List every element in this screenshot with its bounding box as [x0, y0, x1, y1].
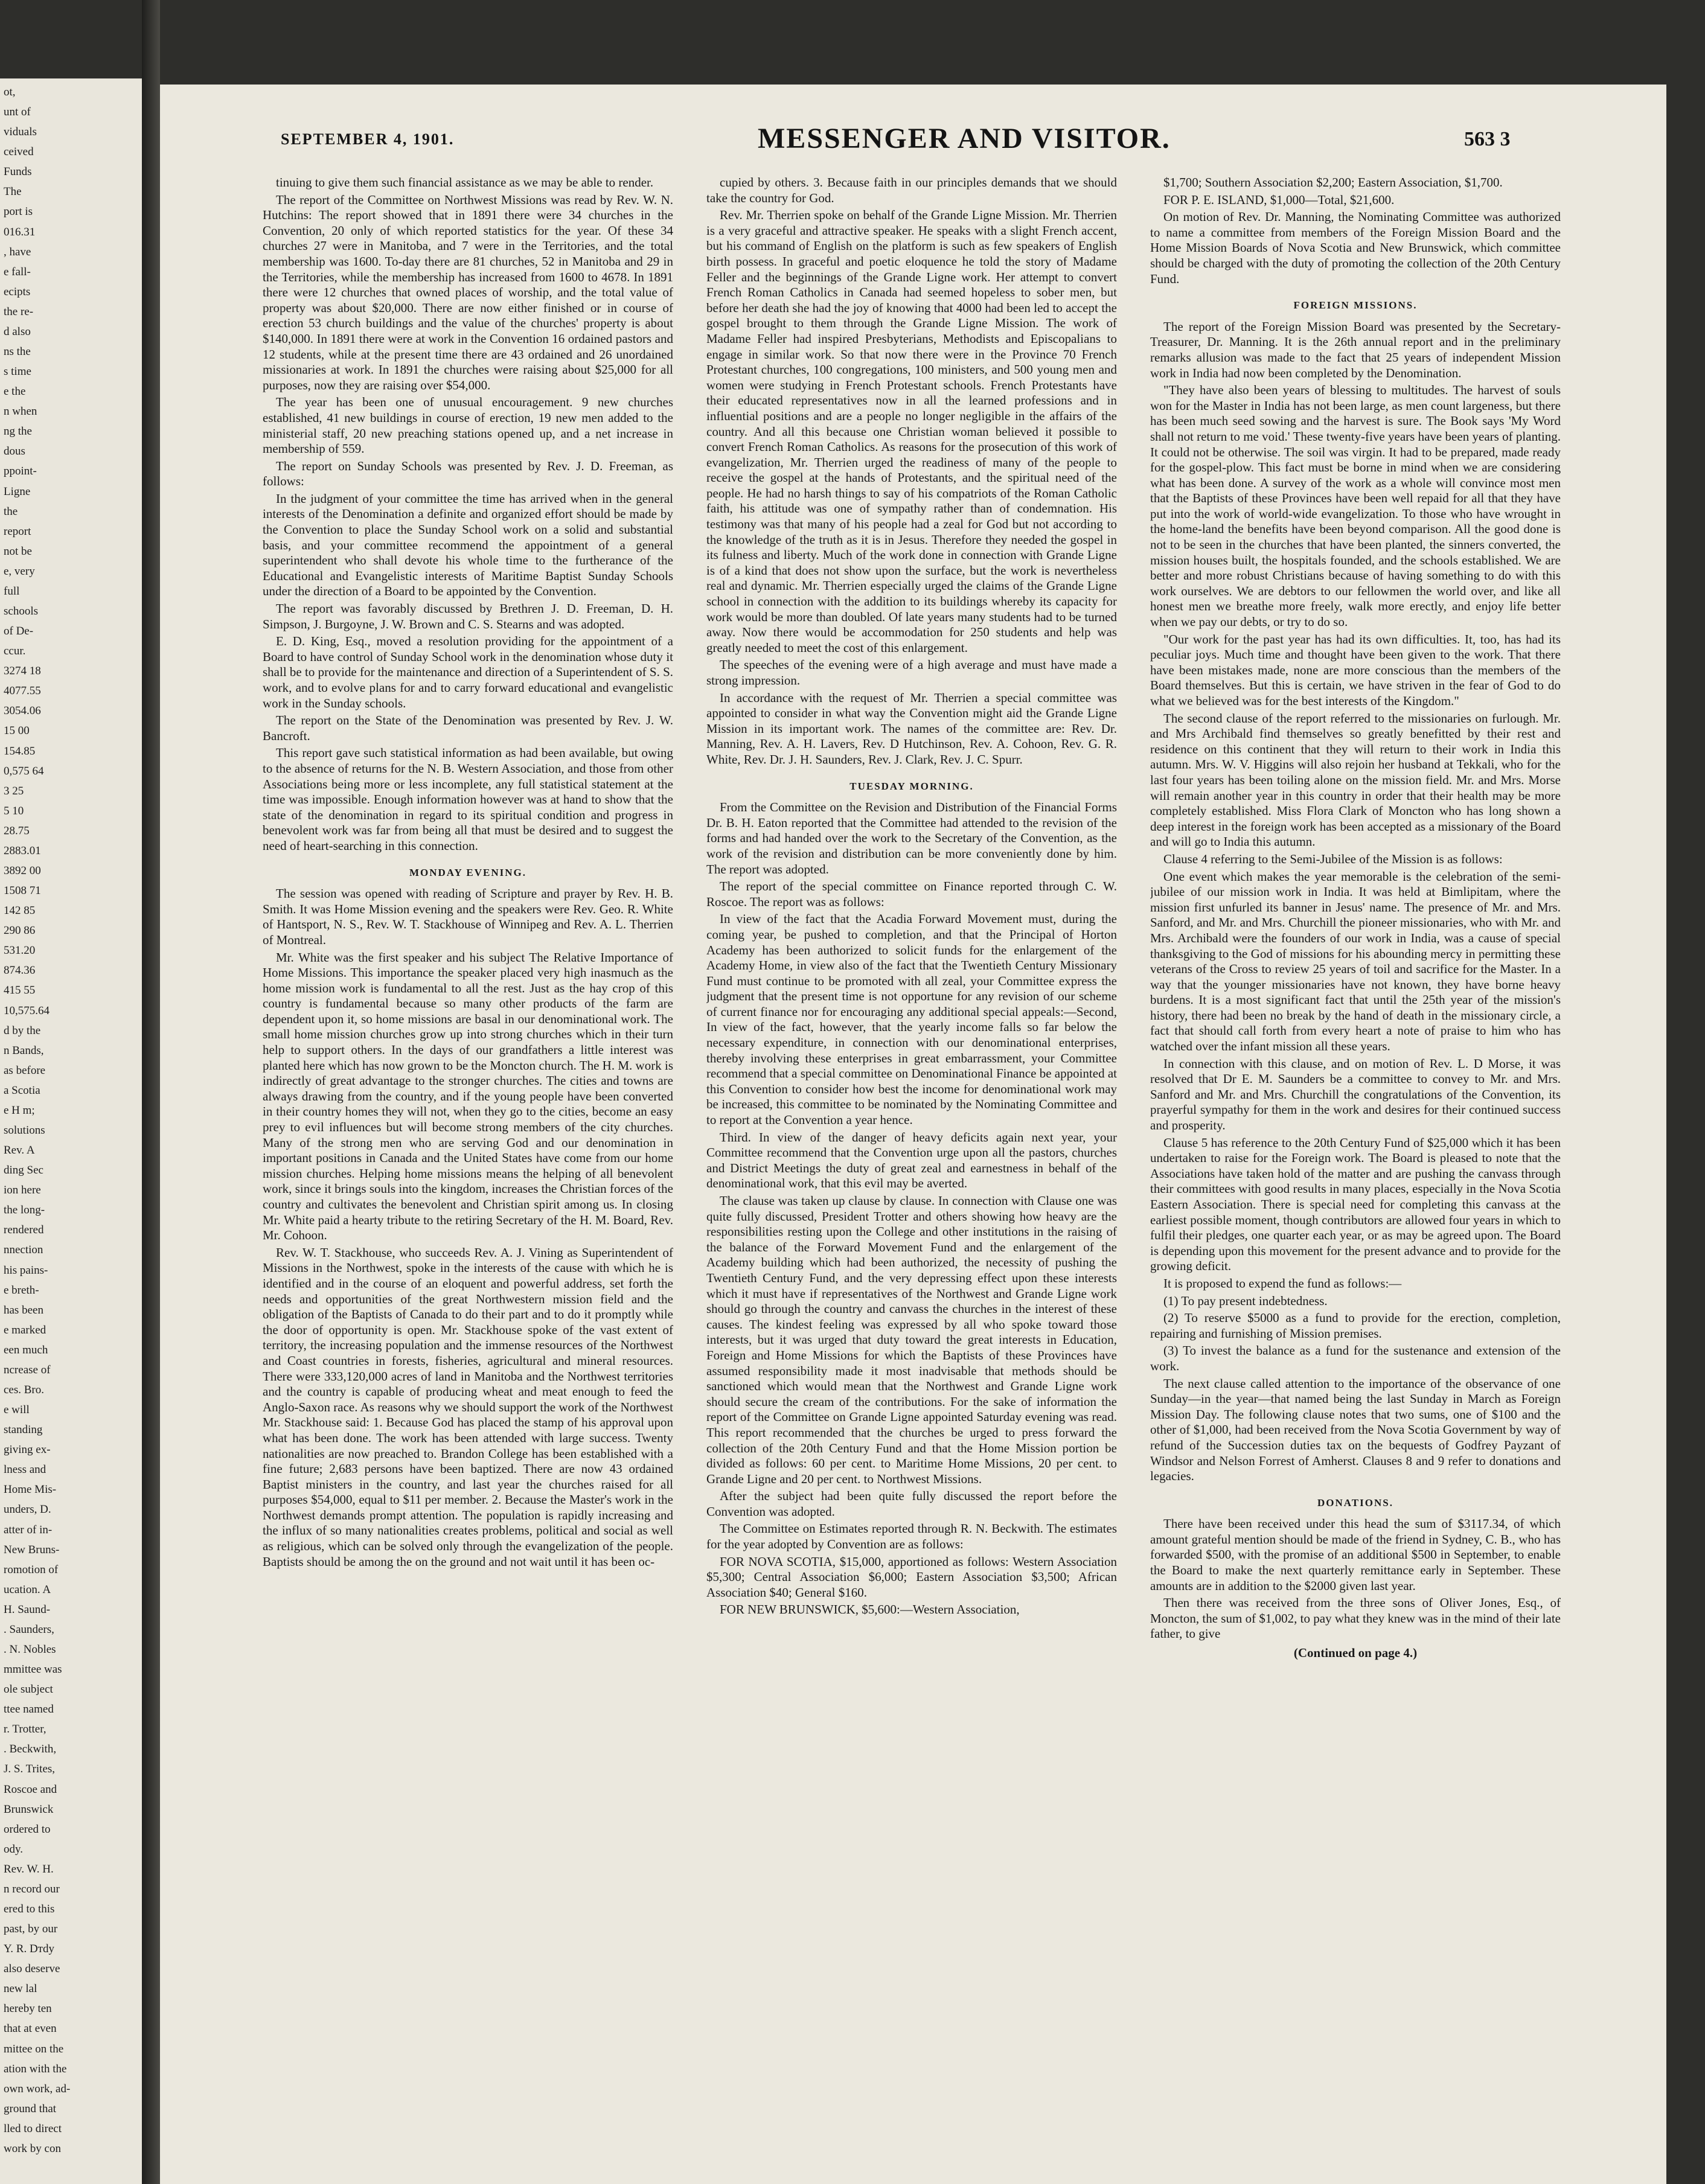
left-page-text-fragment: romotion of — [4, 1563, 59, 1576]
article-paragraph: The clause was taken up clause by clause. In connection with Clause one was quite fully discussed, President Trotter and others showing how heavy are the responsibilities resting upon the College and other institutions in the raising of the balance of the Forward Movement Fund and the enlargement of the Academy building which had been authorized, the necessity of pushing the Twentieth Century Fund, and the very depressing effect upon these interests which it must have if representatives of the Northwest and Grande Ligne work should go through the country and canvass the churches in the interest of these causes. The kindest feeling was expressed by all who spoke toward those interests, but it was urged that duty toward the great interests in Education, Foreign and Home Missions for which the Baptists of these Provinces have assumed responsibility made it most inadvisable that methods should be sanctioned which would mean that the Northwest and Grande Ligne work should secure the cream of the contributions. For the sake of information the report of the Committee on Grande Ligne appointed Saturday evening was read. This report recommended that the churches be urged to press forward the collection of the 20th Century Fund and that the Home Mission portion be divided as follows: 60 per cent. to Maritime Home Missions, 20 per cent. to Grande Ligne and 20 per cent. to Northwest Missions. — [706, 1193, 1117, 1486]
left-page-text-fragment: mittee on the — [4, 2043, 64, 2055]
left-page-text-fragment: lled to direct — [4, 2122, 62, 2135]
article-paragraph: FOR NOVA SCOTIA, $15,000, apportioned as follows: Western Association $5,300; Central Association $6,000; Eastern Association $3,500; African Association $40; General $160. — [706, 1554, 1117, 1600]
left-page-text-fragment: J. S. Trites, — [4, 1763, 56, 1775]
newspaper-page — [160, 85, 1666, 2184]
left-page-text-fragment: s time — [4, 365, 31, 378]
left-page-text-fragment: unt of — [4, 106, 31, 118]
article-paragraph: FOR NEW BRUNSWICK, $5,600:—Western Association, — [720, 1602, 1020, 1617]
article-paragraph: "They have also been years of blessing to multitudes. The harvest of souls won for the Master in India has not been large, as men count largeness, but there has been much seed sowing and the harvest is sure. The Book says 'My Word shall not return to me void.' These twenty-five years have been years of planting. It could not be otherwise. The soil was virgin. It had to be prepared, made ready for the gospel-plow. This fact must be borne in mind when we are considering what has been done. A survey of the work as a whole will convince most men that the Baptists of these Provinces have been well repaid for all that they have put into the work of world-wide evangelization. To those who have wrought in the home-land the benefits have been beyond comparison. All the good done is not to be seen in the churches that have been planted, the sinners converted, the mission houses built, the hospitals founded, and the schools established. We are better and more robust Christians because of having something to do with this work ourselves. We are debtors to our fellowmen the world over, and like all honest men we breathe more freely, walk more erectly, and enjoy life better when we pay our debts, or try to do so. — [1150, 383, 1561, 630]
left-page-text-fragment: ion here — [4, 1184, 41, 1196]
left-page-text-fragment: own work, ad- — [4, 2083, 71, 2095]
left-page-text-fragment: . Saunders, — [4, 1623, 54, 1636]
article-paragraph: Rev. Mr. Therrien spoke on behalf of the Grande Ligne Mission. Mr. Therrien is a very graceful and attractive speaker. He speaks with a slight French accent, but his command of English on the platform is such as few speakers of English birth possess. In graceful and poetic eloquence he told the story of Madame Feller and the beginnings of the Grande Ligne work. Her attempt to convert French Roman Catholics in Canada had seemed hopeless to sober men, but before her death she had the joy of knowing that 4000 had been led to accept the gospel brought to them through the Grande Ligne Mission. The work of Madame Feller had inspired Presbyterians, Methodists and Episcopalians to engage in similar work. So that now there were in the Province 70 French Protestant churches, 100 congregations, 100 ministers, and 500 young men and women were studying in French Protestant schools. French Protestants have their educated representatives now in all the learned professions and in influential positions and are a people no longer negligible in the affairs of the country. And all this because one Christian woman believed it possible to convert French Roman Catholics. As reasons for the prosecution of this work of evangelization, Mr. Therrien urged the readiness of many of the people to receive the gospel at the hands of Protestants, and the spiritual need of the people. He had no harsh things to say of his compatriots of the Roman Catholic faith, his attitude was one of sympathy rather than of condemnation. His testimony was that many of his people had a zeal for God but not according to the knowledge of the truth as it is in Jesus. Therefore they needed the gospel in its fulness and liberty. Much of the work done in connection with Grande Ligne is of a kind that does not show upon the surface, but the work is nevertheless real and dynamic. Mr. Therrien especially urged the claims of the Grande Ligne school in connection with the addition to its buildings whereby its capacity for work would be more than doubled. Of late years many students had to be turned away. Now there would be accommodation for 250 students and help was greatly needed to meet the cost of this enlargement. — [706, 208, 1117, 655]
left-page-text-fragment: 415 55 — [4, 984, 36, 997]
left-page-text-fragment: New Bruns- — [4, 1544, 60, 1556]
left-page-text-fragment: 874.36 — [4, 964, 36, 977]
article-paragraph: The session was opened with reading of Scripture and prayer by Rev. H. B. Smith. It was Home Mission evening and the speakers were Rev. Geo. R. White of Hantsport, N. S., Rev. W. T. Stackhouse of Winnipeg and Rev. A. L. Therrien of Montreal. — [263, 886, 673, 947]
left-page-text-fragment: ttee named — [4, 1703, 54, 1716]
left-page-text-fragment: ppoint- — [4, 465, 37, 477]
left-page-text-fragment: the — [4, 505, 18, 518]
article-paragraph: FOR P. E. ISLAND, $1,000—Total, $21,600. — [1163, 192, 1395, 207]
article-paragraph: (3) To invest the balance as a fund for the sustenance and extension of the work. — [1150, 1343, 1561, 1373]
left-page-text-fragment: 2883.01 — [4, 845, 41, 857]
left-page-text-fragment: d also — [4, 325, 31, 338]
article-paragraph: In connection with this clause, and on motion of Rev. L. D Morse, it was resolved that Dr E. M. Saunders be a committee to convey to Mr. and Mrs. Sanford and Mr. and Mrs. Churchill the congratulations of the Convention, its prayerful sympathy for them in the work and desires for their continued success and prosperity. — [1150, 1056, 1561, 1133]
left-page-text-fragment: ecipts — [4, 286, 31, 298]
left-page-text-fragment: lness and — [4, 1463, 46, 1476]
article-paragraph: tinuing to give them such financial assistance as we may be able to render. — [276, 175, 654, 190]
left-page-text-fragment: n Bands, — [4, 1044, 44, 1057]
left-page-text-fragment: Y. R. Dтdy — [4, 1943, 54, 1955]
left-page-text-fragment: 15 00 — [4, 724, 30, 737]
left-page-text-fragment: ns the — [4, 345, 31, 358]
left-page-text-fragment: the long- — [4, 1204, 45, 1216]
article-paragraph: $1,700; Southern Association $2,200; Eastern Association, $1,700. — [1163, 175, 1503, 190]
article-paragraph: Rev. W. T. Stackhouse, who succeeds Rev. A. J. Vining as Superintendent of Missions in the Northwest, spoke in the interests of the cause with which he is identified and in the course of an eloquent and powerful address, set forth the needs and opportunities of the great Northwestern mission field and the obligation of the Baptists of Canada to do their part and to do it promptly while the door of opportunity is open. Mr. Stackhouse spoke of the vast extent of territory, the increasing population and the immense resources of the Northwest and Coast countries in forests, fisheries, agricultural and mineral resources. There were 333,120,000 acres of land in Manitoba and the Northwest territories and the country is capable of producing wheat and meat enough to feed the Anglo-Saxon race. As reasons why we should support the work of the Northwest Mr. Stackhouse said: 1. Because God has placed the stamp of his approval upon what has been done. The work has been attended with large success. Twenty nationalities are now preached to. Brandon College has been established with a fine future; 2,683 persons have been baptized. There are now 43 ordained Baptist ministers in the country, and last year the churches raised for all purposes $54,000, equal to $11 per member. 2. Because the Master's work in the Northwest demands prompt attention. The population is rapidly increasing and the influx of so many nationalities creates problems, political and social as well as religious, which can be solved only through the evangelization of the people. Baptists should be among the on the ground and not wait until it has been oc- — [263, 1245, 673, 1569]
left-page-text-fragment: ody. — [4, 1843, 24, 1856]
left-page-text-fragment: 016.31 — [4, 226, 36, 238]
left-page-text-fragment: ucation. A — [4, 1583, 51, 1596]
left-page-text-fragment: een much — [4, 1344, 48, 1356]
left-page-text-fragment: ceived — [4, 145, 34, 158]
left-page-text-fragment: that at even — [4, 2022, 57, 2035]
article-paragraph: The report of the special committee on Finance reported through C. W. Roscoe. The report was as follows: — [706, 879, 1117, 909]
left-page-text-fragment: Rev. W. H. — [4, 1863, 54, 1876]
left-page-text-fragment: rendered — [4, 1224, 44, 1236]
left-page-text-fragment: e marked — [4, 1324, 46, 1336]
issue-date: SEPTEMBER 4, 1901. — [281, 130, 455, 148]
left-page-text-fragment: ered to this — [4, 1903, 55, 1915]
article-paragraph: Mr. White was the first speaker and his subject The Relative Importance of Home Missions. This importance the speaker placed very high inasmuch as the home mission work is fundamental to all the rest. Just as the hay crop of this country is fundamental because so many other products of the farm are dependent upon it, so home missions are basal in our denominational work. The small home mission churches grow up into strong churches which in their turn help to support others. In the days of our grandfathers a little interest was planted here which has now grown to be the Moncton church. The H. M. work is indirectly of great advantage to the stronger churches. The cities and towns are always drawing from the country, and if the young people have been converted in their country homes they will not, when they go to the cities, become an easy prey to evil influences but will become strong members of the city churches. Many of the strong men who are serving God and our denomination in important positions in Canada and the United States have come from our home mission churches. Helping home missions means the helping of all benevolent work, since it brings souls into the kingdom, increases the Christian forces of the country and cultivates the benevolent and Christian spirit among us. In closing Mr. White paid a hearty tribute to the retiring Secretary of the H. M. Board, Rev. Mr. Cohoon. — [263, 950, 673, 1243]
article-paragraph: The report on Sunday Schools was presented by Rev. J. D. Freeman, as follows: — [263, 458, 673, 489]
left-page-text-fragment: ces. Bro. — [4, 1384, 45, 1396]
left-page-text-fragment: unders, D. — [4, 1503, 51, 1516]
article-paragraph: cupied by others. 3. Because faith in our principles demands that we should take the country for God. — [706, 175, 1117, 205]
left-page-text-fragment: his pains- — [4, 1264, 48, 1277]
left-page-text-fragment: ole subject — [4, 1683, 53, 1696]
article-paragraph: The report of the Committee on Northwest Missions was read by Rev. W. N. Hutchins: The report showed that in 1891 there were 34 churches in the Convention, 20 only of which reported statistics for the year. Of these 34 churches 27 were in Manitoba, and 7 were in the Territories, and the total membership was 1600. To-day there are 81 churches, 52 in Manitoba and 29 in the Territories, while the membership has increased from 1600 to 4678. In 1891 there were 12 churches that owned places of worship, and the total value of property was about $20,000. There are now either finished or in course of erection 53 church buildings and the value of the churches' property is about $140,000. In 1891 there were at work in the Convention 16 ordained pastors and 12 students, while at the present time there are 43 ordained and 26 unordained missionaries at work. In 1891 the churches were raising about $25,000 for all purposes, now they are raising over $54,000. — [263, 192, 673, 392]
left-page-text-fragment: hereby ten — [4, 2002, 52, 2015]
left-page-text-fragment: port is — [4, 205, 33, 218]
left-page-text-fragment: 142 85 — [4, 904, 36, 917]
article-paragraph: Clause 5 has reference to the 20th Century Fund of $25,000 which it has been undertaken to raise for the Foreign work. The Board is pleased to note that the Associations have taken hold of the matter and are pushing the canvass through their committees with good results in many places, especially in the Nova Scotia Eastern Association. There is special need for completing this canvass at the earliest possible moment, though contributors are allowed four years in which to fulfil their pledges, one quarter each year, or as may be agreed upon. The Board is depending upon this movement for the present advance and to provide for the growing deficit. — [1150, 1135, 1561, 1274]
left-page-text-fragment: Funds — [4, 165, 32, 178]
left-page-text-fragment: , have — [4, 246, 31, 258]
left-page-text-fragment: solutions — [4, 1124, 45, 1137]
left-page-text-fragment: a Scotia — [4, 1084, 40, 1097]
left-page-text-fragment: 10,575.64 — [4, 1004, 50, 1017]
left-page-text-fragment: 290 86 — [4, 924, 36, 937]
left-page-text-fragment: standing — [4, 1423, 43, 1436]
section-heading: MONDAY EVENING. — [409, 866, 527, 878]
masthead: MESSENGER AND VISITOR. — [758, 123, 1171, 155]
left-page-text-fragment: also deserve — [4, 1962, 60, 1975]
article-paragraph: There have been received under this head the sum of $3117.34, of which amount grateful mention should be made of the friend in Sydney, C. B., who has forwarded $500, with the promise of an additional $500 in September, to enable the Board to make the next quarterly remittance early in September. These amounts are in addition to the $2000 given last year. — [1150, 1516, 1561, 1593]
left-page-text-fragment: ground that — [4, 2103, 57, 2115]
left-page-text-fragment: e breth- — [4, 1284, 39, 1297]
left-page-text-fragment: of De- — [4, 625, 34, 637]
left-page-text-fragment: 3054.06 — [4, 704, 41, 717]
article-paragraph: Clause 4 referring to the Semi-Jubilee of the Mission is as follows: — [1163, 851, 1503, 866]
left-page-text-fragment: Ligne — [4, 485, 31, 498]
left-page-text-fragment: 3892 00 — [4, 864, 41, 877]
article-paragraph: It is proposed to expend the fund as follows:— — [1163, 1276, 1402, 1291]
left-page-text-fragment: n when — [4, 405, 37, 418]
article-paragraph: Then there was received from the three sons of Oliver Jones, Esq., of Moncton, the sum of $1,002, to pay what they knew was in the mind of their late father, to give — [1150, 1595, 1561, 1641]
left-page-text-fragment: new lal — [4, 1982, 37, 1995]
left-page-text-fragment: dous — [4, 445, 25, 458]
article-paragraph: Third. In view of the danger of heavy deficits again next year, your Committee recommend that the Convention urge upon all the pastors, churches and District Meetings the duty of great zeal and earnestness in behalf of the denominational work, that this evil may be averted. — [706, 1129, 1117, 1191]
column-3 — [1150, 175, 1561, 2119]
page-number: 563 3 — [1464, 128, 1511, 150]
article-paragraph: This report gave such statistical information as had been available, but owing to the absence of returns for the N. B. Western Association, and those from other Associations being more or less incomplete, any full statistical statement at the time was impossible. Enough information however was at hand to show that the state of the denomination in regard to its spiritual condition and progress in benevolent work was far from being all that must be desired and to suggest the need of heart-searching in this connection. — [263, 746, 673, 853]
book-gutter — [142, 0, 160, 2184]
column-2 — [706, 175, 1117, 2119]
article-paragraph: The report of the Foreign Mission Board was presented by the Secretary-Treasurer, Dr. Manning. It is the 26th annual report and in the preliminary remarks allusion was made to the fact that 25 years of independent Mission work in India had now been completed by the Denomination. — [1150, 319, 1561, 380]
article-paragraph: (1) To pay present indebtedness. — [1163, 1293, 1328, 1308]
left-page-text-fragment: nnection — [4, 1244, 43, 1256]
left-page-text-fragment: 1508 71 — [4, 884, 41, 897]
left-page-text-fragment: mmittee was — [4, 1663, 62, 1676]
left-page-text-fragment: full — [4, 585, 20, 598]
left-page-text-fragment: work by con — [4, 2142, 61, 2155]
left-page-text-fragment: ccur. — [4, 645, 26, 657]
section-heading: TUESDAY MORNING. — [849, 780, 974, 792]
article-paragraph: The speeches of the evening were of a high average and must have made a strong impression. — [706, 657, 1117, 688]
left-page-text-fragment: e fall- — [4, 266, 31, 278]
left-page-text-fragment: e will — [4, 1403, 30, 1416]
article-paragraph: E. D. King, Esq., moved a resolution providing for the appointment of a Board to have control of Sunday School work in the denomination whose duty it shall be to provide for the maintenance and direction of a Superintendent of S. S. work, and to evolve plans for and to carry forward educational and evangelistic work in the Sunday schools. — [263, 634, 673, 710]
left-page-text-fragment: 3274 18 — [4, 665, 41, 677]
article-paragraph: On motion of Rev. Dr. Manning, the Nominating Committee was authorized to name a committee from members of the Foreign Mission Board and the Home Mission Boards of Nova Scotia and New Brunswick, which committee should be charged with the duty of promoting the collection of the 20th Century Fund. — [1150, 209, 1561, 286]
left-page-text-fragment: 28.75 — [4, 825, 30, 837]
left-page-text-fragment: . N. Nobles — [4, 1643, 56, 1656]
left-page-text-fragment: report — [4, 525, 31, 538]
article-paragraph: The next clause called attention to the importance of the observance of one Sunday—in the year—that named being the last Sunday in March as Foreign Mission Day. The following clause notes that two sums, one of $100 and the other of $1,000, had been received from the Nova Scotia Government by way of refund of the Succession duties tax on the bequests of Godfrey Payzant of Windsor and Nelson Forrest of Amherst. Clauses 8 and 9 refer to donations and legacies. — [1150, 1376, 1561, 1484]
left-page-text-fragment: The — [4, 185, 22, 198]
left-page-text-fragment: H. Saund- — [4, 1603, 51, 1616]
left-page-text-fragment: e the — [4, 385, 26, 398]
left-page-text-fragment: d by the — [4, 1024, 41, 1037]
left-page-text-fragment: 0,575 64 — [4, 765, 44, 777]
left-page-text-fragment: has been — [4, 1304, 43, 1317]
article-paragraph: In accordance with the request of Mr. Therrien a special committee was appointed to consider in what way the Convention might aid the Grande Ligne Mission in its important work. The names of the committee are: Rev. Dr. Manning, Rev. A. H. Lavers, Rev. D Hutchinson, Rev. A. Cohoon, Rev. G. R. White, Rev. Dr. J. H. Saunders, Rev. J. Clark, Rev. J. C. Spurr. — [706, 690, 1117, 767]
article-paragraph: In the judgment of your committee the time has arrived when in the general interests of the Denomination a definite and organized effort should be made by the Convention to place the Sunday School work on a solid and substantial basis, and your committee recommend the appointment of a general superintendent who shall devote his whole time to the furtherance of the Educational and Evangelistic interests of Maritime Baptist Sunday Schools under the direction of a Board to be appointed by the Convention. — [263, 491, 673, 599]
left-page-text-fragment: ding Sec — [4, 1164, 43, 1177]
left-page-text-fragment: Home Mis- — [4, 1483, 57, 1496]
article-paragraph: From the Committee on the Revision and Distribution of the Financial Forms Dr. B. H. Eaton reported that the Committee had attended to the revision of the forms and had handed over the work to the Secretary of the Convention, as the work of the revision and distribution can be more conveniently done by him. The report was adopted. — [706, 800, 1117, 876]
left-page-text-fragment: r. Trotter, — [4, 1723, 46, 1735]
left-page-text-fragment: ncrease of — [4, 1364, 51, 1376]
article-paragraph: The year has been one of unusual encouragement. 9 new churches established, 41 new buildings in course of erection, 19 new men added to the ministerial staff, 20 new preaching stations opened up, and a net increase in membership of 559. — [263, 395, 673, 456]
left-page-text-fragment: schools — [4, 605, 38, 618]
article-paragraph: After the subject had been quite fully discussed the report before the Convention was adopted. — [706, 1489, 1117, 1519]
article-paragraph: In view of the fact that the Acadia Forward Movement must, during the coming year, be pushed to completion, and that the Principal of Horton Academy has been authorized to solicit funds for the enlargement of the Academy Home, in view also of the fact that the Twentieth Century Missionary Fund must continue to be promoted with all zeal, your Committee express the judgment that the present time is not opportune for any revision of our scheme of current finance nor for encouraging any additional special appeals:—Second, In view of the fact, however, that the yearly income falls so far below the necessary expenditure, in connection with our denominational enterprises, thereby involving these enterprises in great embarrassment, your Committee recommend that a special committee on Denominational Finance be appointed at this Convention to consider how best the income for denominational work may be increased, this committee to be nominated by the Nominating Committee and to report at the Convention a year hence. — [706, 912, 1117, 1128]
left-page-text-fragment: as before — [4, 1064, 46, 1077]
left-page-fragment — [0, 78, 142, 2184]
continuation-note: (Continued on page 4.) — [1293, 1646, 1418, 1661]
column-1 — [263, 175, 673, 2119]
left-page-text-fragment: . Beckwith, — [4, 1743, 57, 1755]
article-paragraph: One event which makes the year memorable is the celebration of the semi-jubilee of our mission work in India. It was held at Bimlipitam, where the mission first unfurled its banner in Jesus' name. The presence of Mr. and Mrs. Sanford, and Mr. and Mrs. Churchill the pioneer missionaries, who with Mr. and Mrs. Archibald were the founders of our work in India, was a cause of special thanksgiving to the God of missions for his abounding mercy in permitting these veterans of the Cross to review 25 years of toil and sacrifice for the Master. In a way that the younger missionaries have not known, they have borne heavy burdens. It is a most significant fact that until the 25th year of the mission's history, there had been no break by the hand of death in the missionary circle, a fact that should call forth from every heart a note of praise to him who has watched over the infant mission all these years. — [1150, 869, 1561, 1054]
left-page-text-fragment: 3 25 — [4, 785, 24, 797]
left-page-text-fragment: not be — [4, 545, 32, 558]
left-page-text-fragment: ordered to — [4, 1823, 51, 1836]
left-page-text-fragment: ot, — [4, 86, 16, 98]
left-page-text-fragment: viduals — [4, 126, 37, 138]
left-page-text-fragment: Roscoe and — [4, 1783, 57, 1796]
article-paragraph: The second clause of the report referred to the missionaries on furlough. Mr. and Mrs Archibald find themselves so greatly benefitted by their rest and residence on this continent that they will return to their work in India this autumn. Mrs. W. V. Higgins will also rejoin her husband at Tekkali, who for the last four years has been toiling alone on the mission field. Mr. and Mrs. Morse will remain another year in this country in order that their health may be more completely established. Miss Flora Clark of Moncton who has long shown a deep interest in the foreign work has been accepted as a missionary of the Board and will go to India this autumn. — [1150, 710, 1561, 849]
section-heading: FOREIGN MISSIONS. — [1293, 299, 1418, 311]
left-page-text-fragment: ation with the — [4, 2063, 67, 2075]
left-page-text-fragment: 154.85 — [4, 745, 36, 758]
left-page-text-fragment: 531.20 — [4, 944, 36, 957]
left-page-text-fragment: past, by our — [4, 1923, 58, 1935]
left-page-text-fragment: n record our — [4, 1883, 60, 1895]
article-paragraph: "Our work for the past year has had its own difficulties. It, too, has had its peculiar joys. Much time and thought have been given to the work. That there have been mistakes made, none are more conscious than the members of the Board themselves. But this is certain, we have striven in the fear of God to do what we believed was for the best interests of the Kingdom." — [1150, 631, 1561, 708]
left-page-text-fragment: e H m; — [4, 1104, 35, 1117]
left-page-text-fragment: Rev. A — [4, 1144, 35, 1157]
left-page-text-fragment: e, very — [4, 565, 35, 578]
article-paragraph: (2) To reserve $5000 as a fund to provide for the erection, completion, repairing and furnishing of Mission premises. — [1150, 1311, 1561, 1341]
section-heading: DONATIONS. — [1317, 1496, 1393, 1509]
page-header — [160, 122, 1666, 170]
article-paragraph: The report was favorably discussed by Brethren J. D. Freeman, D. H. Simpson, J. Burgoyne, J. W. Brown and C. S. Stearns and was adopted. — [263, 601, 673, 631]
left-page-text-fragment: the re- — [4, 305, 34, 318]
article-paragraph: The Committee on Estimates reported through R. N. Beckwith. The estimates for the year adopted by Convention are as follows: — [706, 1521, 1117, 1552]
left-page-text-fragment: Brunswick — [4, 1803, 54, 1816]
left-page-text-fragment: 5 10 — [4, 805, 24, 817]
left-page-text-fragment: 4077.55 — [4, 685, 41, 697]
left-page-text-fragment: giving ex- — [4, 1443, 51, 1456]
article-paragraph: The report on the State of the Denomination was presented by Rev. J. W. Bancroft. — [263, 713, 673, 743]
left-page-text-fragment: atter of in- — [4, 1524, 53, 1536]
left-page-text-fragment: ng the — [4, 425, 32, 438]
